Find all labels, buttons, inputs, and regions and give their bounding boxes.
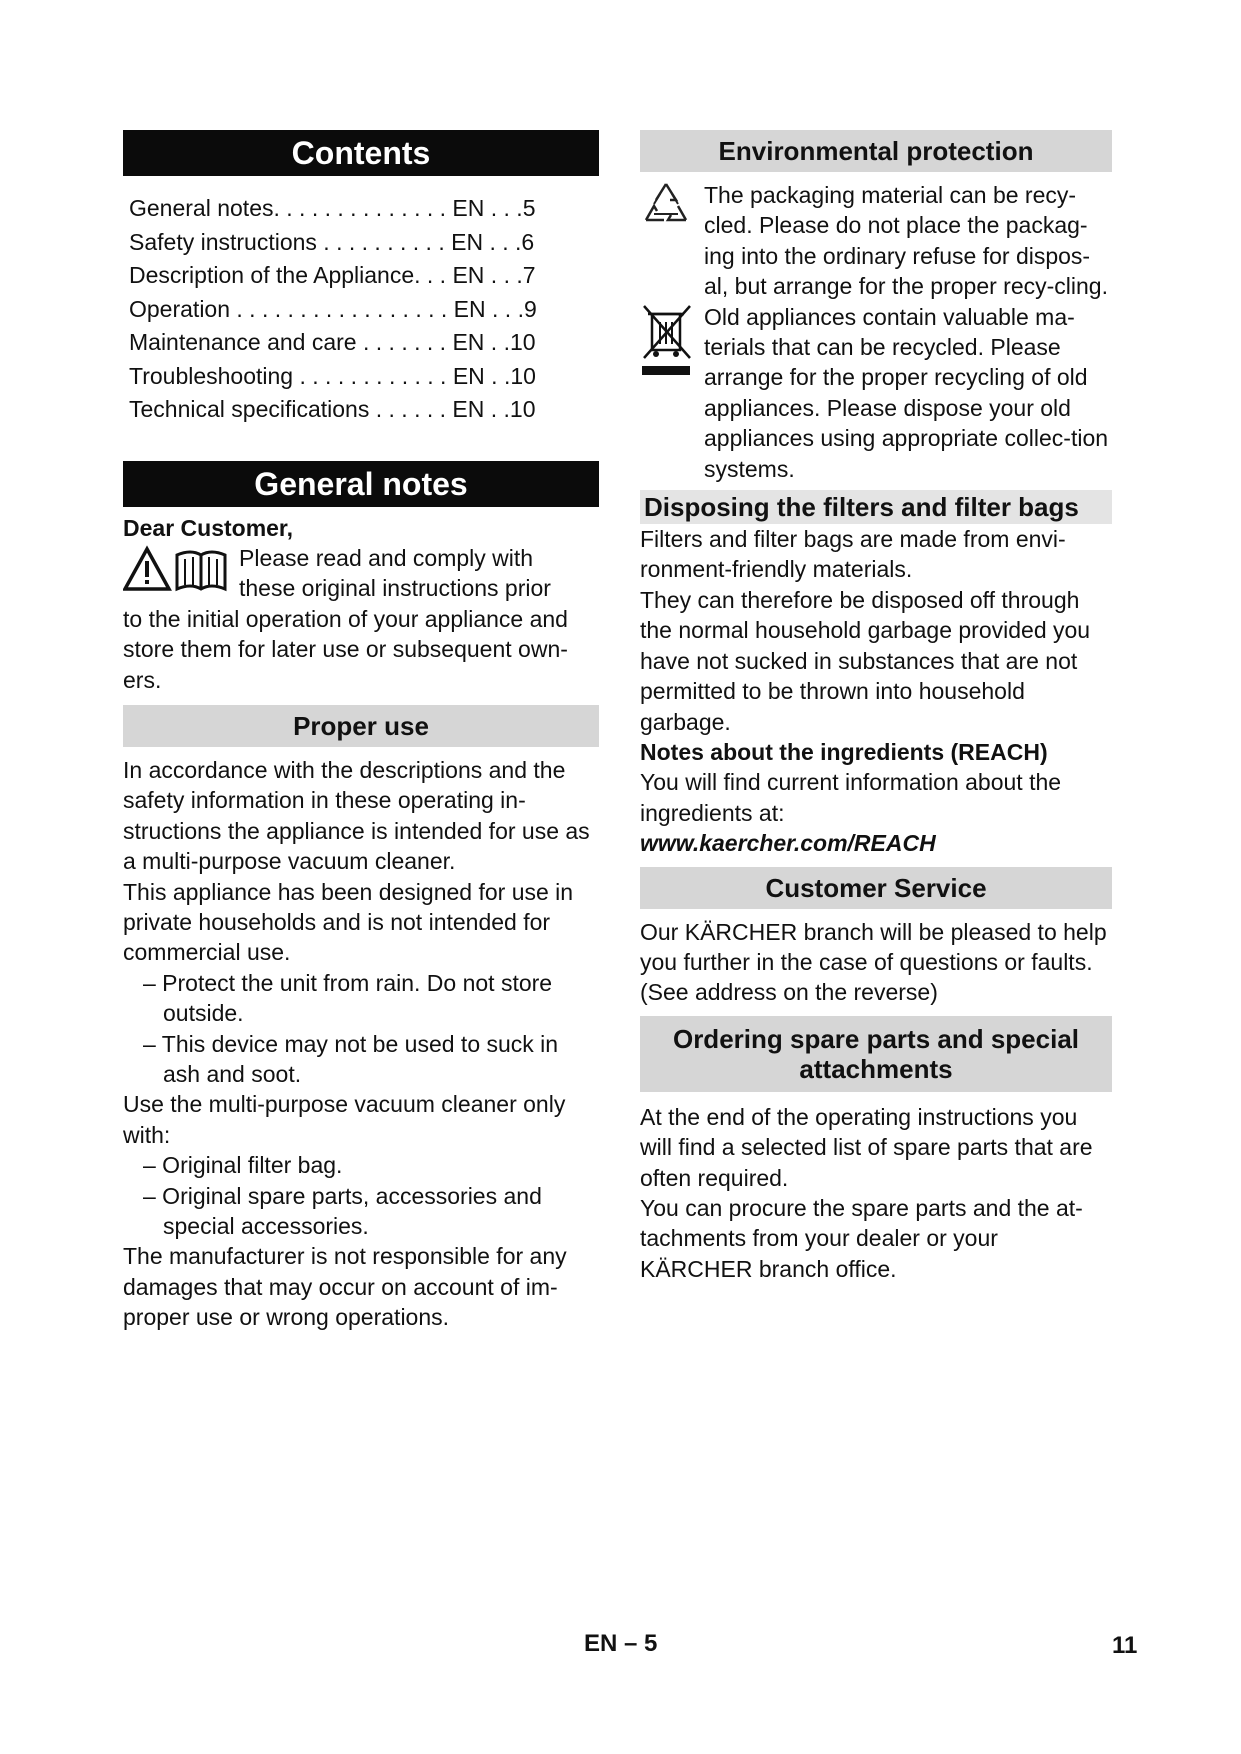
greeting: Dear Customer,: [123, 514, 294, 541]
crossed-bin-icon: [640, 302, 694, 383]
paragraph: Use the multi-purpose vacuum cleaner only with:: [123, 1091, 566, 1148]
reach-link[interactable]: www.kaercher.com/REACH: [640, 830, 936, 857]
intro-line-b: these original instructions prior: [239, 575, 551, 602]
paragraph: At the end of the operating instructions you will find a selected list of spare parts that are often required.: [640, 1103, 1093, 1191]
filters-heading: Disposing the filters and filter bags: [640, 490, 1112, 524]
customer-service-heading: Customer Service: [640, 867, 1112, 909]
paragraph: The manufacturer is not responsible for any damages that may occur on account of im-proper use or wrong operations.: [123, 1243, 567, 1331]
spare-parts-heading: [640, 1016, 1112, 1092]
intro-line-a: Please read and comply with: [239, 544, 534, 571]
recycle-block: [640, 180, 1112, 302]
recycle-icon: [640, 180, 692, 237]
paragraph: Our KÄRCHER branch will be pleased to help you further in the case of questions or faults.: [640, 918, 1107, 975]
page-label: EN – 5: [584, 1630, 658, 1657]
spare-parts-body: [640, 1102, 1112, 1284]
left-column: [123, 130, 599, 1333]
right-column: [640, 130, 1112, 1284]
table-of-contents: [129, 192, 593, 427]
bullet-item: – This device may not be used to suck in ash and soot.: [143, 1030, 559, 1087]
page-number: 11: [1112, 1632, 1138, 1659]
paragraph: You will find current information about the ingredients at:: [640, 769, 1062, 826]
contents-heading: Contents: [123, 130, 599, 176]
toc-item[interactable]: Troubleshooting . . . . . . . . . . . . EN . .10: [129, 362, 536, 389]
bullet-item: – Protect the unit from rain. Do not store outside.: [143, 969, 553, 1027]
reach-heading: Notes about the ingredients (REACH): [640, 738, 1048, 765]
toc-item[interactable]: Operation . . . . . . . . . . . . . . . . . EN . . .9: [129, 295, 537, 322]
intro-block: [123, 543, 599, 695]
paragraph: In accordance with the descriptions and the safety information in these operating in-structions the appliance is intended for use as a multi-purpose vacuum cleaner.: [123, 756, 590, 875]
toc-item[interactable]: Description of the Appliance. . . EN . . .7: [129, 262, 536, 288]
toc-item[interactable]: General notes. . . . . . . . . . . . . . EN . . .5: [129, 195, 536, 221]
paragraph: They can therefore be disposed off through the normal household garbage provided you have not sucked in substances that are not permitted to be thrown into household garbage.: [640, 586, 1091, 735]
proper-use-heading: Proper use: [123, 705, 599, 747]
recycle-text: The packaging material can be recy-cled. Please do not place the packag-ing into the ordinary refuse for dispos-al, but arrange for the proper recy-cling.: [704, 182, 1108, 300]
environmental-heading: Environmental protection: [640, 130, 1112, 172]
bullet-item: – Original filter bag.: [143, 1152, 343, 1179]
spare-parts-heading-line2: attachments: [799, 1053, 953, 1084]
bullet-item: – Original spare parts, accessories and special accessories.: [143, 1182, 542, 1240]
paragraph: You can procure the spare parts and the at-tachments from your dealer or your KÄRCHER branch office.: [640, 1194, 1083, 1282]
paragraph: Filters and filter bags are made from envi-ronment-friendly materials.: [640, 526, 1066, 583]
toc-item[interactable]: Technical specifications . . . . . . EN . .10: [129, 396, 536, 422]
paragraph: This appliance has been designed for use in private households and is not intended for commercial use.: [123, 878, 574, 966]
intro-line-c: to the initial operation of your appliance and store them for later use or subsequent own-ers.: [123, 605, 568, 693]
filters-body: [640, 524, 1112, 858]
proper-use-body: [123, 755, 599, 1333]
paragraph: (See address on the reverse): [640, 979, 938, 1006]
weee-block: [640, 302, 1112, 484]
customer-service-body: [640, 917, 1112, 1008]
general-notes-heading: General notes: [123, 461, 599, 507]
spare-parts-heading-line1: Ordering spare parts and special: [672, 1023, 1080, 1054]
warning-manual-icon: [123, 545, 229, 598]
weee-text: Old appliances contain valuable ma-terials that can be recycled. Please arrange for the proper recycling of old appliances. Please dispose your old appliances using appropriate collec-tion systems.: [704, 303, 1109, 482]
toc-item[interactable]: Safety instructions . . . . . . . . . . EN . . .6: [129, 228, 535, 255]
toc-item[interactable]: Maintenance and care . . . . . . . EN . .10: [129, 329, 536, 355]
